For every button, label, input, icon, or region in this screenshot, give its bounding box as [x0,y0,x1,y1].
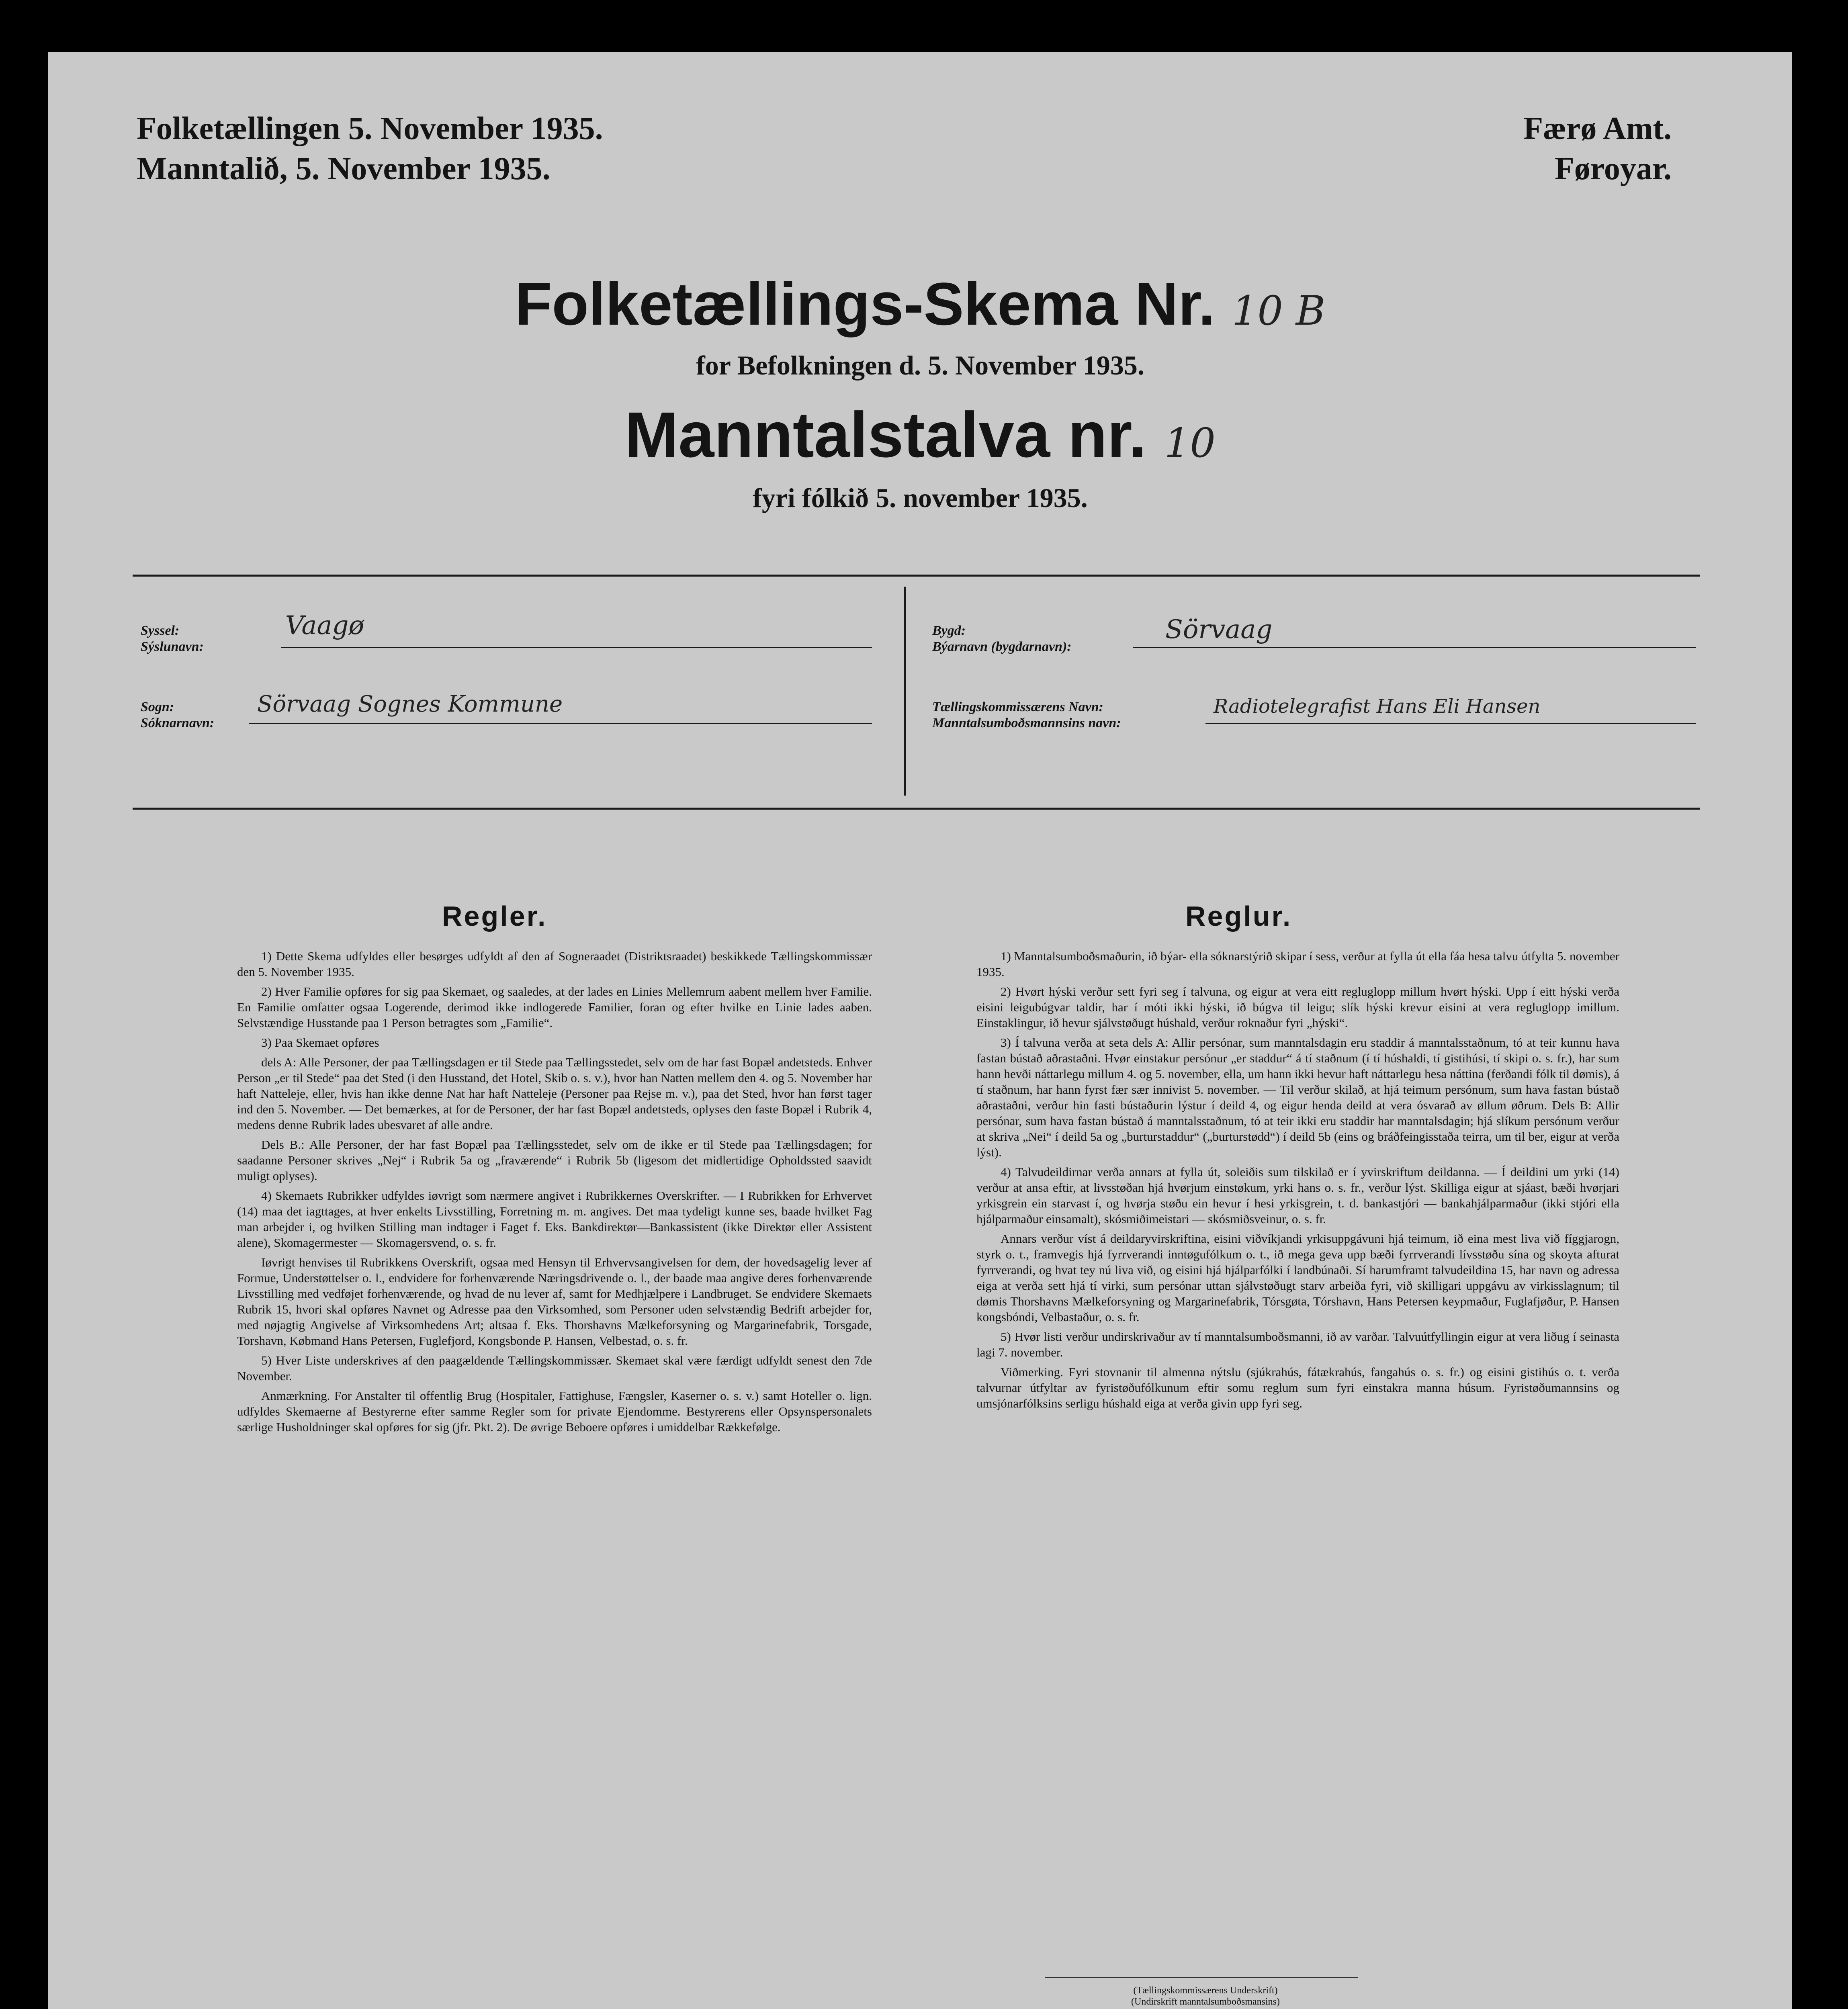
reglur-paragraph: Annars verður víst á deildaryvirskriftina, eisini viðvíkjandi yrkisuppgávuni hjá teimum, ið eina mest liva við fíggjarogn, styrk o. t., framvegis hjá fyrrverandi inntøgufólkum o. t., ið mega geva upp bæði fyrrverandi lívsstøðu sína og skoyta afturat fyrrverandi, og hvat tey nú liva við, og eisini hjá hjálparfólki í landbúnaði. Sí harumframt talvudeildina 15, har navn og adressa eiga at verða sett hjá tí virki, sum persónar uttan sjálvstøðugt starv arbeiða fyri, við skilligari uppgávu av virkisslagnum; til dømis Thorshavns Mælkeforsyning og Margarinefabrik, Tórsgøta, Tórshavn, Hans Petersen keypmaður, Fuglafjøður, P. Hansen kongsbóndi, Velbastaður, o. s. fr. [976,1232,1619,1324]
syssel-label: Syssel: Sýslunavn: [141,623,204,654]
reglur-paragraph: 3) Í talvuna verða at seta dels A: Allir persónar, sum manntalsdagin eru staddir á manntalsstaðnum, tó at teir kunnu hava fastan bústað aðrastaðni. Hvør einstakur persónur „er staddur“ á tí staðnum (í tí húshaldi, tí gistihúsi, tí skipi o. s. fr.), har sum hann hevði náttarlegu millum 4. og 5. november, ella, um hann ikki hevur haft náttarlegu hesa náttina (ferðandi fólk til dømis), á tí staðnum, har hann fyrst fær sær innivist 5. november. — Til verður skilað, at hjá teimum persónum, sum hava fastan bústað aðrastaðni, verður hin fasti bústaðurin lýstur í deild 4, og eigur henda deild at vera ósvarað av øllum øðrum. Dels B: Allir persónar, sum hava fastan bústað á manntalsstaðnum, tó at teir ikki eru staddir har manntalsdagin; hjá slíkum persónum verður at skriva „Nei“ í deild 5a og „burturstaddur“ („burturstødd“) í deild 5b (eins og bráðfeingisstaða teirra, um til ber, eigur at verða lýst). [976,1035,1619,1159]
regler-paragraph: 4) Skemaets Rubrikker udfyldes iøvrigt som nærmere angivet i Rubrikkernes Overskrifter. — I Rubrikken for Erhvervet (14) maa det iagttages, at hver enkelts Livsstilling, Forretning m. m. angives. Det maa tydeligt kunne ses, baade hvilket Fag man arbejder i, og hvilken Stilling man indtager i Faget f. Eks. Bankdirektør—Bankassistent (ikke Direktør eller Assistent alene), Skomagermester — Skomagersvend, o. s. fr. [237,1189,872,1250]
bygd-line [1133,647,1696,648]
skema-number: 10 B [1232,287,1326,334]
regler-paragraph: 5) Hver Liste underskrives af den paagældende Tællingskommissær. Skemaet skal være færdigt udfyldt senest den 7de November. [237,1353,872,1383]
header-right [1523,108,1672,189]
manntal-title-text: Manntalstalva nr. [625,399,1147,471]
sogn-value: Sörvaag Sognes Kommune [257,691,563,717]
regler-paragraph: 3) Paa Skemaet opføres [261,1035,379,1050]
census-form-sheet [48,52,1792,2009]
header-amt: Færø Amt. [1523,111,1672,146]
regler-danish-column [237,948,872,1439]
bottom-divider [133,808,1700,810]
subtitle-faroese: fyri fólkið 5. november 1935. [753,483,1088,513]
header-left [137,108,603,189]
regler-paragraph: dels A: Alle Personer, der paa Tællingsdagen er til Stede paa Tællingsstedet, selv om de har fast Bopæl andetsteds. Enhver Person „er til Stede“ paa det Sted (i den Husstand, det Hotel, Skib o. s. v.), hvor han Natten mellem den 4. og 5. November har haft Natteleje, eller, hvis han ikke denne Nat har haft Natteleje (Personer paa Rejse m. v.), paa det Sted, hvor han først tager ind den 5. November. — Det bemærkes, at for de Personer, der har fast Bopæl andetsteds, oplyses den faste Bopæl i Rubrik 4, medens denne Rubrik lades ubesvaret af alle andre. [237,1055,872,1132]
kommissaer-line [1205,723,1696,724]
reglur-faroese-column [976,948,1619,1415]
regler-paragraph: 1) Dette Skema udfyldes eller besørges udfyldt af den af Sogneraadet (Distriktsraadet) beskikkede Tællingskommissær den 5. November 1935. [237,949,872,979]
regler-paragraph: Dels B.: Alle Personer, der har fast Bopæl paa Tællingsstedet, selv om de ikke er til Stede paa Tællingsdagen; for saadanne Personer skrives „Nej“ i Rubrik 5a og „fraværende“ i Rubrik 5b (ligesom det midlertidige Opholdssted saavidt muligt oplyses). [237,1137,872,1183]
signature-caption: (Tællingskommissærens Underskrift) (Undirskrift manntalsumboðsmansins) [1131,1985,1280,2007]
reglur-paragraph: 4) Talvudeildirnar verða annars at fylla út, soleiðis sum tilskilað er í yvirskriftum deildanna. — Í deildini um yrki (14) verður at ansa eftir, at livsstøðan hjá hvørjum einstøkum, yrki hans o. s. fr., verður lýst. Skilliga eigur at sjáast, bæði hvørjari yrkisgrein ein starvast í, og hvørja støðu ein hevur í hesi yrkisgrein, t. d. bankastjóri — bankahjálparmaður (ikki stjóri ella hjálparmaður einsamalt), skósmiðimeistari — skósmiðsveinur, o. s. fr. [976,1165,1619,1226]
reglur-paragraph: 1) Manntalsumboðsmaðurin, ið býar- ella sóknarstýrið skipar í sess, verður at fylla út ella fáa hesa talvu útfylta 5. november 1935. [976,949,1619,979]
skema-title [48,269,1792,339]
reglur-title: Reglur. [1185,900,1292,932]
kommissaer-value: Radiotelegrafist Hans Eli Hansen [1214,695,1541,718]
regler-paragraph: Anmærkning. For Anstalter til offentlig Brug (Hospitaler, Fattighuse, Fængsler, Kaserner o. s. v.) samt Hoteller o. lign. udfyldes Skemaerne af Bestyrerne efter samme Regler som for private Ejendomme. Bestyrerens eller Opsynspersonalets særlige Husholdninger skal opføres for sig (jfr. Pkt. 2). De øvrige Beboere opføres i umiddelbar Rækkefølge. [237,1389,872,1434]
syssel-value: Vaagø [285,611,364,640]
top-divider [133,575,1700,577]
reglur-paragraph: Viðmerking. Fyri stovnanir til almenna nýtslu (sjúkrahús, fátækrahús, fangahús o. s. fr.) og eisini gistihús o. t. verða talvurnar útfyltar av fyristøðufólkunum eftir somu reglum sum fyri einstakra manna húsum. Fyristøðumannsins og umsjónarfólksins serligu húshald eiga at verða givin upp fyri seg. [976,1365,1619,1410]
signature-line [1045,1977,1358,1978]
regler-paragraph: Iøvrigt henvises til Rubrikkens Overskrift, ogsaa med Hensyn til Erhvervsangivelsen for dem, der hovedsagelig lever af Formue, Understøttelser o. l., endvidere for forhenværende Næringsdrivende o. l., der baade maa angive deres forhenværende Livsstilling med vedføjet forhenværende, og hvad de nu lever af, samt for Medhjælpere i Landbruget. Se endvidere Skemaets Rubrik 15, hvori skal opføres Navnet og Adresse paa den Virksomhed, som Personer uden selvstændig Bedrift arbejder for, med nøjagtig Angivelse af Virksomhedens Art; altsaa f. Eks. Thorshavns Mælkeforsyning og Margarinefabrik, Torsgade, Torshavn, Købmand Hans Petersen, Fuglefjord, Kongsbonde P. Hansen, Velbestad, o. s. fr. [237,1255,872,1348]
regler-title: Regler. [442,900,547,932]
center-divider [904,587,906,796]
bygd-label: Bygd: Býarnavn (bygdarnavn): [932,623,1072,654]
header-foroyar: Føroyar. [1554,151,1672,186]
bygd-value: Sörvaag [1165,615,1273,644]
reglur-paragraph: 5) Hvør listi verður undirskrivaður av tí manntalsumboðsmanni, ið av varðar. Talvuútfyllingin eigur at vera liðug í seinasta lagi 7. november. [976,1330,1619,1359]
manntal-title [48,398,1792,472]
syssel-line [281,647,872,648]
header-title-faroese: Manntalið, 5. November 1935. [137,151,551,186]
skema-title-text: Folketællings-Skema Nr. [515,270,1215,338]
manntal-number: 10 [1164,419,1216,466]
sogn-line [249,723,872,724]
reglur-paragraph: 2) Hvørt hýski verður sett fyri seg í talvuna, og eigur at vera eitt regluglopp millum hvørt hýski. Upp í eitt hýski verða eisini leigubúgvar taldir, har í móti ikki hýski, ið búgva til leigu; slík hýski krevur eisini at vera regluglopp imillum. Einstaklingur, ið hevur sjálvstøðugt húshald, verður roknaður fyri „hýski“. [976,984,1619,1030]
header-title-danish: Folketællingen 5. November 1935. [137,111,603,146]
subtitle-danish: for Befolkningen d. 5. November 1935. [696,350,1144,381]
kommissaer-label: Tællingskommissærens Navn: Manntalsumboðsmannsins navn: [932,700,1121,730]
sogn-label: Sogn: Sóknarnavn: [141,700,215,730]
regler-paragraph: 2) Hver Familie opføres for sig paa Skemaet, og saaledes, at der lades en Linies Mellemrum aabent mellem hver Familie. En Familie omfatter ogsaa Logerende, derimod ikke indlogerede Familier, foran og efter hvilke en Linie lades aaben. Selvstændige Husstande paa 1 Person betragtes som „Familie“. [237,984,872,1030]
